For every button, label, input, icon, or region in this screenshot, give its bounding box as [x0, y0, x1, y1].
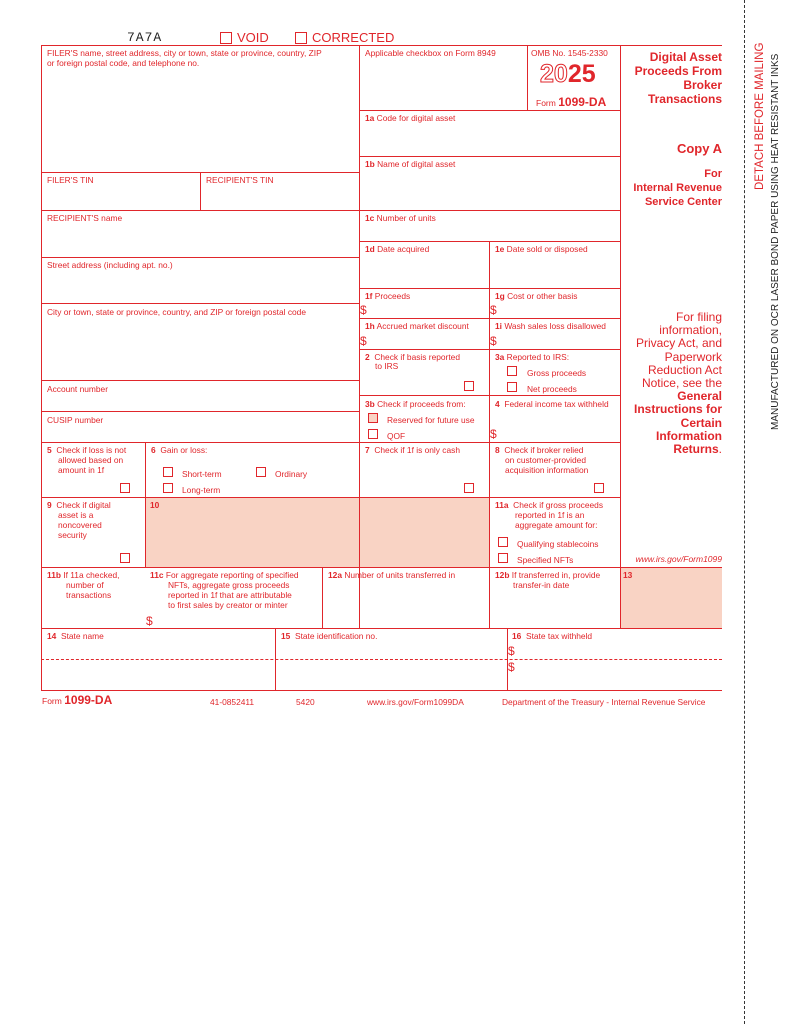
manufactured-notice: MANUFACTURED ON OCR LASER BOND PAPER USING HEAT RESISTANT INKS — [770, 53, 781, 430]
returns-label: Returns — [673, 442, 719, 457]
short-term-label: Short-term — [182, 469, 222, 479]
box-7-checkbox[interactable] — [464, 483, 474, 493]
box-2-checkbox[interactable] — [464, 381, 474, 391]
city-label: City or town, state or province, country, and ZIP or foreign postal code — [47, 307, 306, 317]
net-proceeds-label: Net proceeds — [527, 384, 577, 394]
box-4-dollar: $ — [490, 427, 497, 441]
box-16-dollar-2: $ — [508, 660, 515, 674]
recipient-name-label: RECIPIENT'S name — [47, 213, 123, 223]
footer-department: Department of the Treasury - Internal Revenue Service — [502, 697, 706, 707]
checkbox-8949-label: Applicable checkbox on Form 8949 — [365, 48, 496, 58]
box-11c-label-2: NFTs, aggregate gross proceeds — [168, 580, 290, 590]
form-code: 7A7A — [127, 30, 163, 45]
footer-form-prefix: Form — [42, 696, 62, 706]
box-12b-label-2: transfer-in date — [513, 580, 570, 590]
box-10-label: 10 — [150, 500, 160, 510]
account-number-label: Account number — [47, 384, 108, 394]
gross-proceeds-checkbox[interactable] — [507, 366, 517, 376]
box-2-label: 2 Check if basis reported — [365, 352, 460, 362]
box-11b-label-2: number of — [66, 580, 104, 590]
footer-form-name: 1099-DA — [64, 693, 113, 707]
filing-info — [610, 311, 722, 456]
qualifying-stablecoins-checkbox[interactable] — [498, 537, 508, 547]
corrected-label: CORRECTED — [312, 30, 395, 45]
instr-line: Certain — [680, 415, 722, 430]
box-16-dollar-1: $ — [508, 644, 515, 658]
box-1d-label: 1d Date acquired — [365, 244, 430, 254]
instr-line: General — [677, 389, 722, 404]
title-line: Broker — [683, 78, 722, 92]
box-2-label-2: to IRS — [375, 361, 399, 371]
box-1c-label: 1c Number of units — [365, 213, 436, 223]
box-1h-label: 1h Accrued market discount — [365, 321, 469, 331]
filer-name-label-2: or foreign postal code, and telephone no. — [47, 58, 200, 68]
box-6-label: 6 Gain or loss: — [151, 445, 208, 455]
title-line: Transactions — [647, 92, 722, 106]
form-prefix: Form — [536, 98, 556, 108]
footer-number: 5420 — [296, 697, 315, 707]
box-3a-label: 3a Reported to IRS: — [495, 352, 570, 362]
box-1h-dollar: $ — [360, 334, 367, 348]
box-3b-label: 3b Check if proceeds from: — [365, 399, 466, 409]
long-term-checkbox[interactable] — [163, 483, 173, 493]
tax-year-outline: 20 — [540, 60, 568, 88]
corrected-checkbox[interactable] — [295, 32, 307, 44]
box-16-label: 16 State tax withheld — [512, 631, 593, 641]
tax-year-bold: 25 — [567, 60, 596, 88]
reserved-label: Reserved for future use — [387, 415, 475, 425]
box-11c-dollar: $ — [146, 614, 153, 628]
box-9-label-3: noncovered — [58, 520, 102, 530]
box-5-checkbox[interactable] — [120, 483, 130, 493]
copy-for-line: For — [704, 168, 722, 180]
form-name-top — [536, 95, 606, 109]
gross-proceeds-label: Gross proceeds — [527, 368, 587, 378]
box-12a-label: 12a Number of units transferred in — [328, 570, 456, 580]
box-9-checkbox[interactable] — [120, 553, 130, 563]
box-1b-label: 1b Name of digital asset — [365, 159, 456, 169]
form-title — [620, 50, 722, 106]
box10-shade — [145, 497, 489, 567]
form-name: 1099-DA — [558, 95, 607, 109]
reserved-checkbox — [368, 413, 378, 423]
filing-line: information, — [659, 323, 722, 338]
box-1g-dollar: $ — [490, 303, 497, 317]
filer-tin-label: FILER'S TIN — [47, 175, 94, 185]
box-7-label: 7 Check if 1f is only cash — [365, 445, 460, 455]
copy-a-label: Copy A — [676, 141, 722, 156]
filing-line: For filing — [675, 310, 722, 324]
recipient-tin-label: RECIPIENT'S TIN — [206, 175, 274, 185]
copy-for-line: Internal Revenue — [633, 182, 722, 194]
instr-line: Information — [656, 428, 722, 443]
detach-before-mailing: DETACH BEFORE MAILING — [754, 42, 766, 190]
qof-checkbox[interactable] — [368, 429, 378, 439]
box-1a-label: 1a Code for digital asset — [365, 113, 456, 123]
tax-year — [540, 61, 596, 87]
box-1e-label: 1e Date sold or disposed — [495, 244, 588, 254]
returns-period: . — [718, 442, 722, 457]
street-address-label: Street address (including apt. no.) — [47, 260, 173, 270]
box-1g-label: 1g Cost or other basis — [495, 291, 578, 301]
irs-website: www.irs.gov/Form1099 — [635, 554, 722, 564]
box-15-label: 15 State identification no. — [281, 631, 378, 641]
box-11c-label-3: reported in 1f that are attributable — [168, 590, 292, 600]
omb-number: OMB No. 1545-2330 — [531, 48, 608, 58]
box-8-label-3: acquisition information — [505, 465, 589, 475]
specified-nfts-checkbox[interactable] — [498, 553, 508, 563]
specified-nfts-label: Specified NFTs — [517, 555, 574, 565]
short-term-checkbox[interactable] — [163, 467, 173, 477]
filing-line: Privacy Act, and — [635, 336, 722, 351]
box-5-label: 5 Check if loss is not — [47, 445, 127, 455]
filing-line: Paperwork — [664, 349, 722, 364]
box-8-label: 8 Check if broker relied — [495, 445, 584, 455]
ordinary-checkbox[interactable] — [256, 467, 266, 477]
box-8-label-2: on customer-provided — [505, 455, 586, 465]
net-proceeds-checkbox[interactable] — [507, 382, 517, 392]
box13-shade — [620, 567, 722, 628]
footer-cat-number: 41-0852411 — [210, 697, 255, 707]
box-9-label-4: security — [58, 530, 87, 540]
long-term-label: Long-term — [182, 485, 221, 495]
box-11c-label: 11c For aggregate reporting of specified — [150, 570, 299, 580]
box-14-label: 14 State name — [47, 631, 104, 641]
filing-line: Notice, see the — [641, 376, 722, 391]
filing-line: Reduction Act — [647, 362, 722, 377]
ordinary-label: Ordinary — [275, 469, 308, 479]
box-13-label: 13 — [623, 570, 633, 580]
box-11a-label-3: aggregate amount for: — [515, 520, 598, 530]
box-1i-label: 1i Wash sales loss disallowed — [495, 321, 606, 331]
box-5-label-2: allowed based on — [58, 455, 124, 465]
box-11a-label: 11a Check if gross proceeds — [495, 500, 604, 510]
copy-for-line: Service Center — [644, 196, 722, 208]
box-8-checkbox[interactable] — [594, 483, 604, 493]
box-9-label-2: asset is a — [58, 510, 94, 520]
box-5-label-3: amount in 1f — [58, 465, 105, 475]
void-label: VOID — [237, 30, 269, 45]
returns-line — [610, 443, 722, 456]
box-11b-label: 11b If 11a checked, — [47, 570, 120, 580]
footer-form — [42, 693, 112, 707]
qualifying-stablecoins-label: Qualifying stablecoins — [517, 539, 599, 549]
box-1i-dollar: $ — [490, 334, 497, 348]
box-4-label: 4 Federal income tax withheld — [495, 399, 609, 409]
qof-label: QOF — [387, 431, 406, 441]
box-11a-label-2: reported in 1f is an — [515, 510, 585, 520]
filer-name-label: FILER'S name, street address, city or town, state or province, country, ZIP — [47, 48, 322, 58]
copy-for — [610, 167, 722, 209]
box-1f-dollar: $ — [360, 303, 367, 317]
box-12b-label: 12b If transferred in, provide — [495, 570, 601, 580]
title-line: Digital Asset — [649, 50, 722, 64]
footer-url: www.irs.gov/Form1099DA — [367, 697, 464, 707]
title-line: Proceeds From — [634, 64, 722, 78]
box-9-label: 9 Check if digital — [47, 500, 111, 510]
void-checkbox[interactable] — [220, 32, 232, 44]
instr-line: Instructions for — [633, 402, 722, 417]
box-1f-label: 1f Proceeds — [365, 291, 411, 301]
box-11c-label-4: to first sales by creator or minter — [168, 600, 288, 610]
perforation-line — [744, 0, 745, 1024]
cusip-number-label: CUSIP number — [47, 415, 104, 425]
box-11b-label-3: transactions — [66, 590, 112, 600]
